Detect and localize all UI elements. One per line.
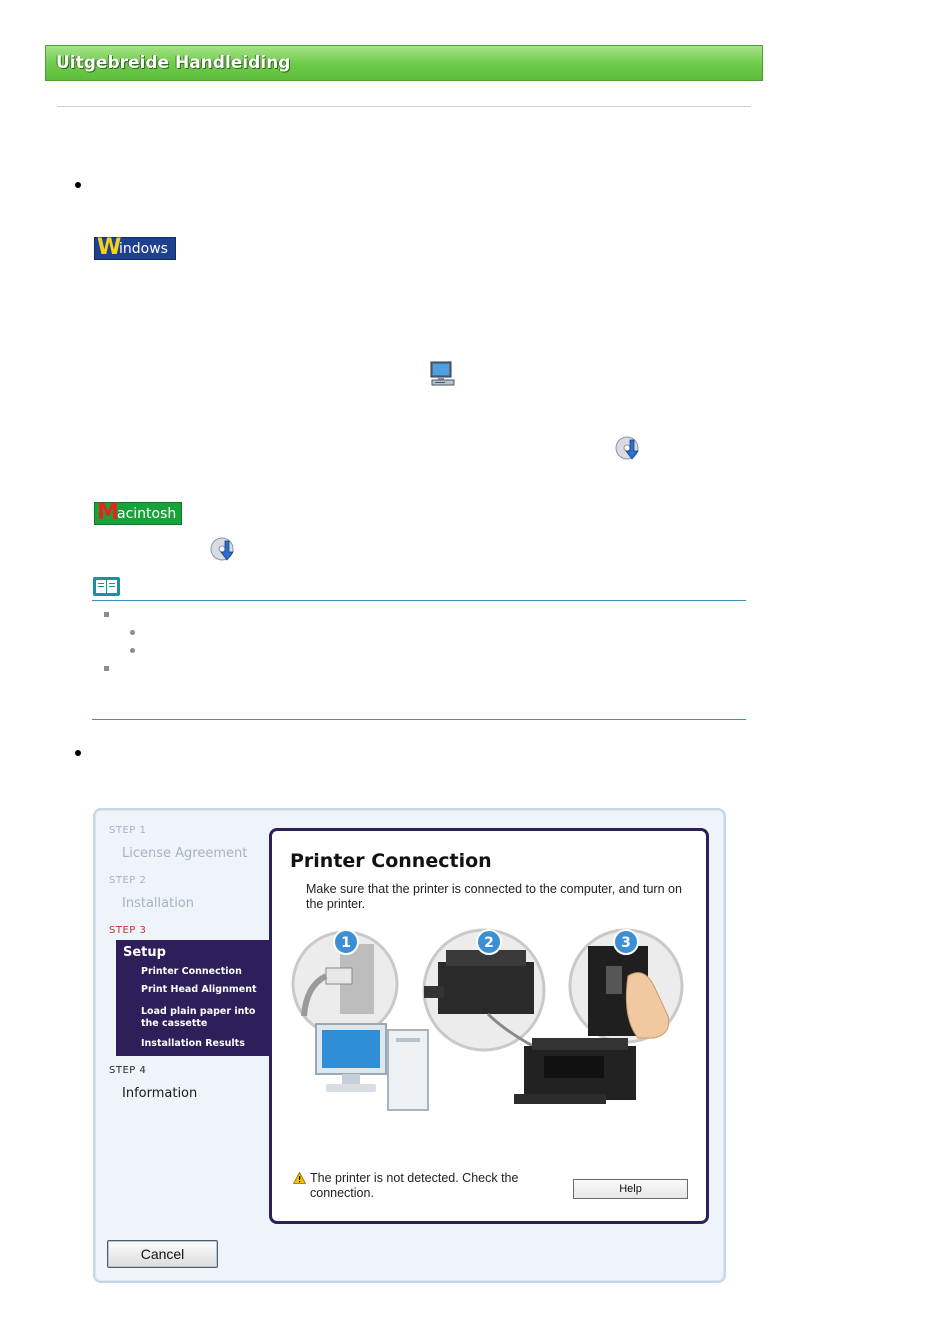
header-divider xyxy=(57,106,751,107)
step-2-item: Installation xyxy=(122,896,195,911)
step-4-label: STEP 4 xyxy=(109,1065,147,1076)
note-bullet xyxy=(104,666,109,671)
note-subbullet xyxy=(130,630,135,635)
cd-install-icon xyxy=(210,535,238,563)
note-top-rule xyxy=(92,600,746,601)
callout-2-text: 2 xyxy=(484,935,494,951)
connection-illustration xyxy=(288,926,700,1116)
windows-badge xyxy=(94,237,176,260)
step-1-item: License Agreement xyxy=(122,846,248,861)
help-button[interactable]: Help xyxy=(573,1179,688,1199)
windows-badge-text: indows xyxy=(119,241,168,257)
panel-title: Printer Connection xyxy=(290,850,492,872)
manual-header xyxy=(45,45,763,81)
substep-print-head-alignment: Print Head Alignment xyxy=(141,984,257,995)
panel-description: Make sure that the printer is connected to the computer, and turn on the printer. xyxy=(306,882,682,911)
cd-install-icon xyxy=(615,434,643,462)
manual-title: Uitgebreide Handleiding xyxy=(56,53,291,73)
step-4-item: Information xyxy=(122,1086,198,1101)
callout-3 xyxy=(614,930,638,954)
note-subbullet xyxy=(130,648,135,653)
note-icon xyxy=(93,577,120,596)
substep-load-paper: Load plain paper into the cassette xyxy=(141,1006,256,1029)
step-2-label: STEP 2 xyxy=(109,875,147,886)
cancel-button[interactable]: Cancel xyxy=(107,1240,218,1268)
callout-1-text: 1 xyxy=(341,935,351,951)
substep-printer-connection: Printer Connection xyxy=(141,966,242,977)
list-bullet xyxy=(75,182,81,188)
note-bottom-rule xyxy=(92,719,746,720)
note-bullet xyxy=(104,612,109,617)
computer-icon xyxy=(428,360,456,388)
macintosh-badge xyxy=(94,502,182,525)
callout-2 xyxy=(477,930,501,954)
setup-title: Setup xyxy=(123,945,166,960)
warning-message: The printer is not detected. Check the connection. xyxy=(310,1171,519,1200)
callout-3-text: 3 xyxy=(621,935,631,951)
list-bullet xyxy=(75,750,81,756)
step-1-label: STEP 1 xyxy=(109,825,147,836)
setup-step-panel xyxy=(116,940,270,1056)
warning-icon xyxy=(293,1172,306,1184)
macintosh-badge-text: acintosh xyxy=(117,506,177,522)
substep-installation-results: Installation Results xyxy=(141,1038,245,1049)
windows-badge-initial: W xyxy=(97,235,122,260)
step-3-label: STEP 3 xyxy=(109,925,147,936)
macintosh-badge-initial: M xyxy=(97,500,119,525)
callout-1 xyxy=(334,930,358,954)
